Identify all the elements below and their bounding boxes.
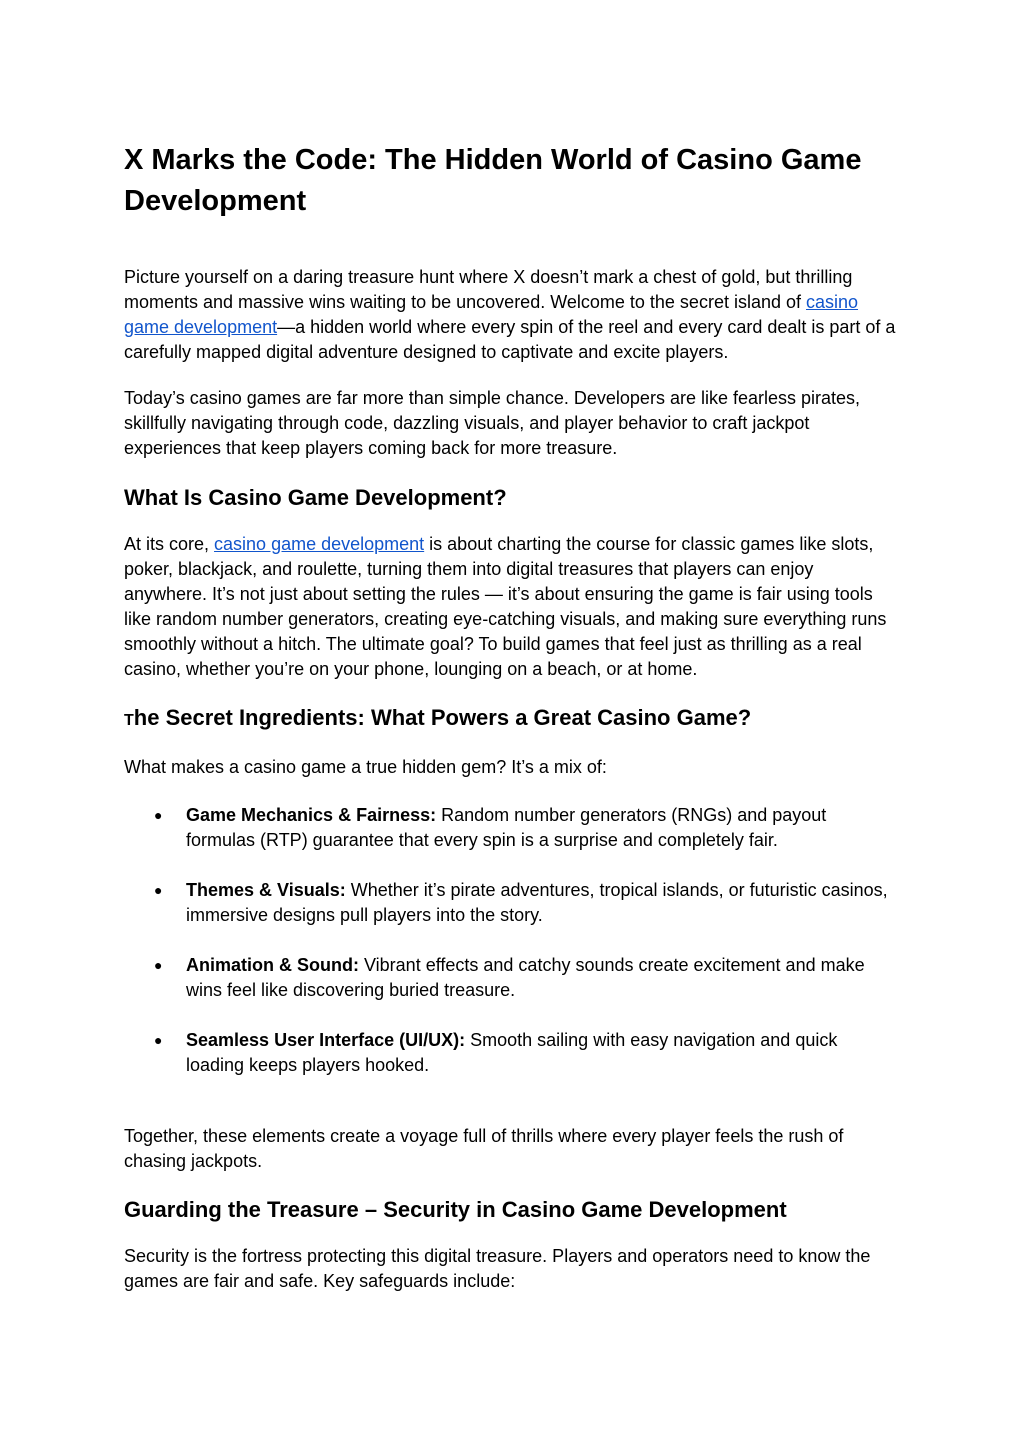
section2-intro: What makes a casino game a true hidden gem? It’s a mix of: — [124, 757, 607, 777]
list-item-text: Random number generators (RNGs) and payout formulas (RTP) guarantee that every spin is a surprise and completely fair. — [186, 805, 827, 850]
ingredients-list-block — [124, 803, 900, 1078]
section1-paragraph — [124, 532, 900, 682]
intro-p1-text-after: —a hidden world where every spin of the reel and every card dealt is part of a carefully mapped digital adventure designed to captivate and excite players. — [124, 317, 896, 362]
list-item-text: Smooth sailing with easy navigation and quick loading keeps players hooked. — [186, 1030, 838, 1075]
section-heading-secret-ingredients — [124, 703, 900, 736]
list-item — [124, 953, 900, 1003]
heading-rest: he Secret Ingredients: What Powers a Great Casino Game? — [133, 705, 752, 730]
section1-text-before: At its core, — [124, 534, 215, 554]
list-item-label: Themes & Visuals: — [186, 880, 346, 900]
list-item-label: Seamless User Interface (UI/UX): — [186, 1030, 466, 1050]
casino-game-development-link-1[interactable]: casino game development — [124, 292, 859, 337]
section-heading-what-is: What Is Casino Game Development? — [124, 485, 507, 510]
list-item-label: Animation & Sound: — [186, 955, 359, 975]
list-item-text: Vibrant effects and catchy sounds create excitement and make wins feel like discovering buried treasure. — [186, 955, 865, 1000]
ingredients-list — [124, 803, 900, 1078]
intro-paragraph-2: Today’s casino games are far more than simple chance. Developers are like fearless pirates, skillfully navigating through code, dazzling visuals, and player behavior to craft jackpot experiences that keep players coming back for more treasure. — [124, 388, 861, 458]
intro-p1-text-before: Picture yourself on a daring treasure hunt where X doesn’t mark a chest of gold, but thrilling moments and massive wins waiting to be uncovered. Welcome to the secret island of — [124, 267, 853, 312]
intro-paragraph-1 — [124, 265, 900, 365]
bullet-icon: ● — [154, 1032, 163, 1048]
list-item — [124, 1028, 900, 1078]
section2-outro: Together, these elements create a voyage full of thrills where every player feels the rush of chasing jackpots. — [124, 1126, 844, 1171]
list-item — [124, 878, 900, 928]
list-item — [124, 803, 900, 853]
section3-paragraph: Security is the fortress protecting this digital treasure. Players and operators need to know the games are fair and safe. Key safeguards include: — [124, 1246, 871, 1291]
page-title: X Marks the Code: The Hidden World of Casino Game Development — [124, 144, 862, 217]
bullet-icon: ● — [154, 807, 163, 823]
heading-first-letter: T — [124, 712, 134, 729]
section1-text-after: is about charting the course for classic games like slots, poker, blackjack, and roulette, turning them into digital treasures that players can enjoy anywhere. It’s not just about setting the rules — it’s about ensuring the game is fair using tools like random number generators, creating eye-catching visuals, and making sure everything runs smoothly without a hitch. The ultimate goal? To build games that feel just as thrilling as a real casino, whether you’re on your phone, lounging on a beach, or at home. — [124, 534, 887, 679]
bullet-icon: ● — [154, 957, 163, 973]
list-item-label: Game Mechanics & Fairness: — [186, 805, 437, 825]
bullet-icon: ● — [154, 882, 163, 898]
section-heading-security: Guarding the Treasure – Security in Casino Game Development — [124, 1197, 787, 1222]
casino-game-development-link-2[interactable]: casino game development — [214, 534, 425, 554]
list-item-text: Whether it’s pirate adventures, tropical islands, or futuristic casinos, immersive designs pull players into the story. — [186, 880, 888, 925]
